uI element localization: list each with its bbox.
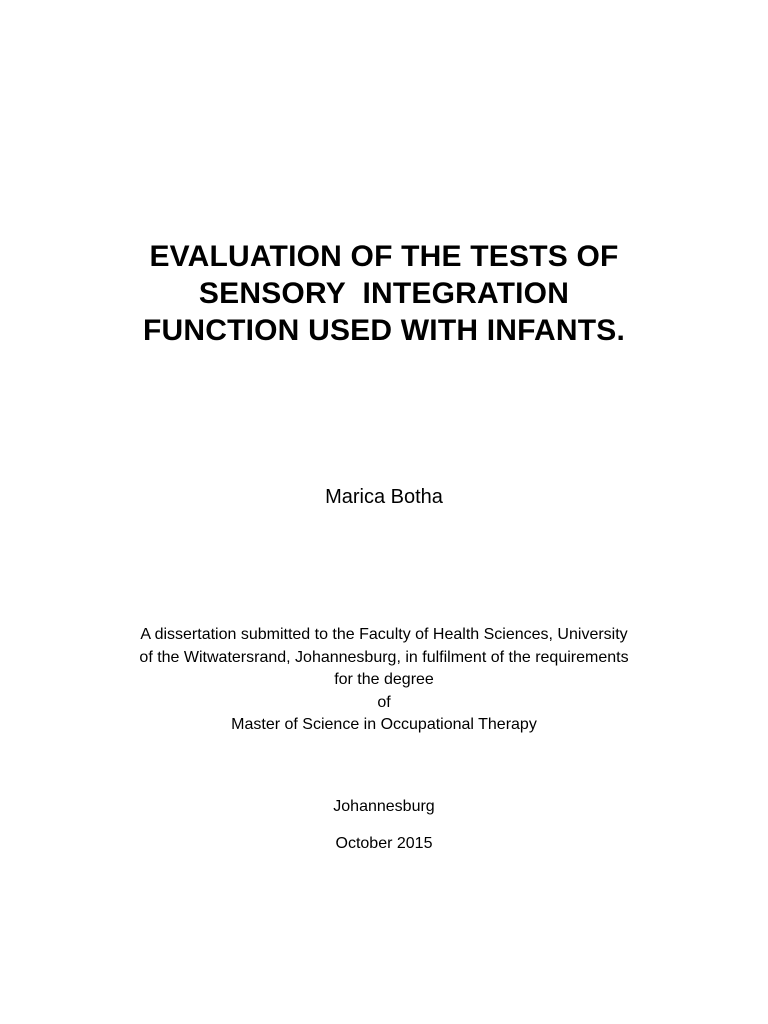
statement-line-4: of (377, 693, 391, 711)
title-line-2: SENSORY INTEGRATION (198, 277, 570, 310)
statement-line-1: A dissertation submitted to the Faculty of Health Sciences, University (140, 626, 628, 643)
dissertation-title (0, 238, 768, 349)
author-name: Marica Botha (325, 486, 443, 508)
statement-line-2: of the Witwatersrand, Johannesburg, in fulfilment of the requirements (139, 648, 629, 666)
statement-line-5: Master of Science in Occupational Therapy (231, 716, 537, 733)
place: Johannesburg (333, 798, 435, 815)
title-line-3: FUNCTION USED WITH INFANTS. (142, 314, 626, 347)
statement-line-3: for the degree (334, 671, 434, 688)
title-line-1: EVALUATION OF THE TESTS OF (149, 240, 619, 273)
submission-statement (0, 624, 768, 737)
submission-date: October 2015 (335, 835, 433, 852)
